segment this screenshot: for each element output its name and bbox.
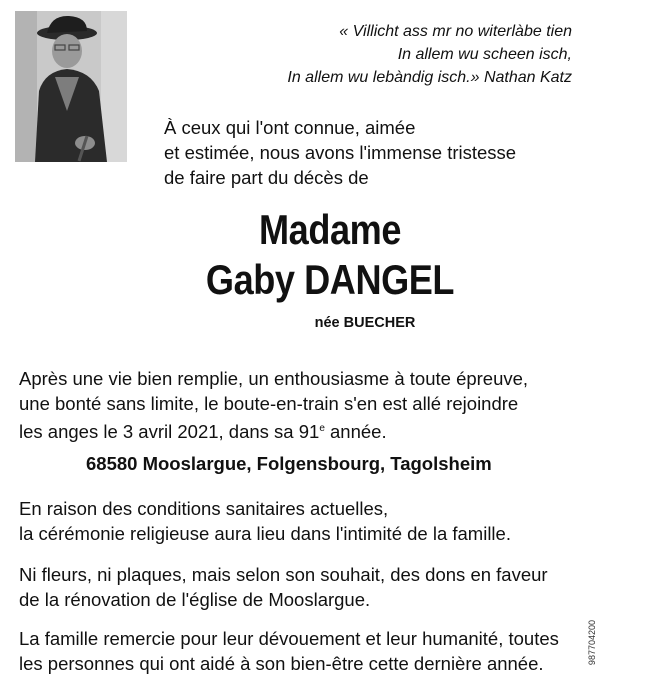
ceremony-paragraph (19, 496, 559, 546)
donations-line: de la rénovation de l'église de Mooslargue. (19, 589, 371, 610)
intro-line: de faire part du décès de (164, 167, 369, 188)
thanks-line: La famille remercie pour leur dévouement et leur humanité, toutes (19, 628, 559, 649)
life-line: une bonté sans limite, le boute-en-train s'en est allé rejoindre (19, 393, 519, 414)
ordinal-suffix: e (319, 423, 325, 434)
intro-line: À ceux qui l'ont connue, aimée (164, 117, 416, 138)
intro-text (164, 115, 564, 190)
reference-number: 987704200 (587, 620, 597, 666)
maiden-name: née BUECHER (314, 315, 416, 331)
quote-line: « Villicht ass mr no witerlàbe tien (339, 23, 572, 40)
honorific: Madame (259, 206, 401, 253)
life-line: Après une vie bien remplie, un enthousiasme à toute épreuve, (19, 368, 529, 389)
portrait-photo (15, 11, 127, 162)
donations-line: Ni fleurs, ni plaques, mais selon son souhait, des dons en faveur (19, 564, 548, 585)
quote-line: In allem wu lebàndig isch.» Nathan Katz (287, 69, 572, 86)
thanks-line: les personnes qui ont aidé à son bien-être cette dernière année. (19, 653, 544, 674)
deceased-name: Gaby DANGEL (205, 256, 455, 303)
intro-line: et estimée, nous avons l'immense tristesse (164, 142, 517, 163)
thanks-paragraph (19, 626, 559, 676)
deceased-name-block (0, 205, 590, 305)
ceremony-line: En raison des conditions sanitaires actuelles, (19, 498, 389, 519)
donations-paragraph (19, 562, 559, 612)
epigraph-quote (242, 20, 572, 89)
life-paragraph (19, 366, 559, 444)
ceremony-line: la cérémonie religieuse aura lieu dans l'intimité de la famille. (19, 523, 511, 544)
locations: 68580 Mooslargue, Folgensbourg, Tagolsheim (86, 453, 492, 474)
quote-line: In allem wu scheen isch, (397, 46, 572, 63)
life-line: les anges le 3 avril 2021, dans sa 91e année. (19, 421, 387, 442)
